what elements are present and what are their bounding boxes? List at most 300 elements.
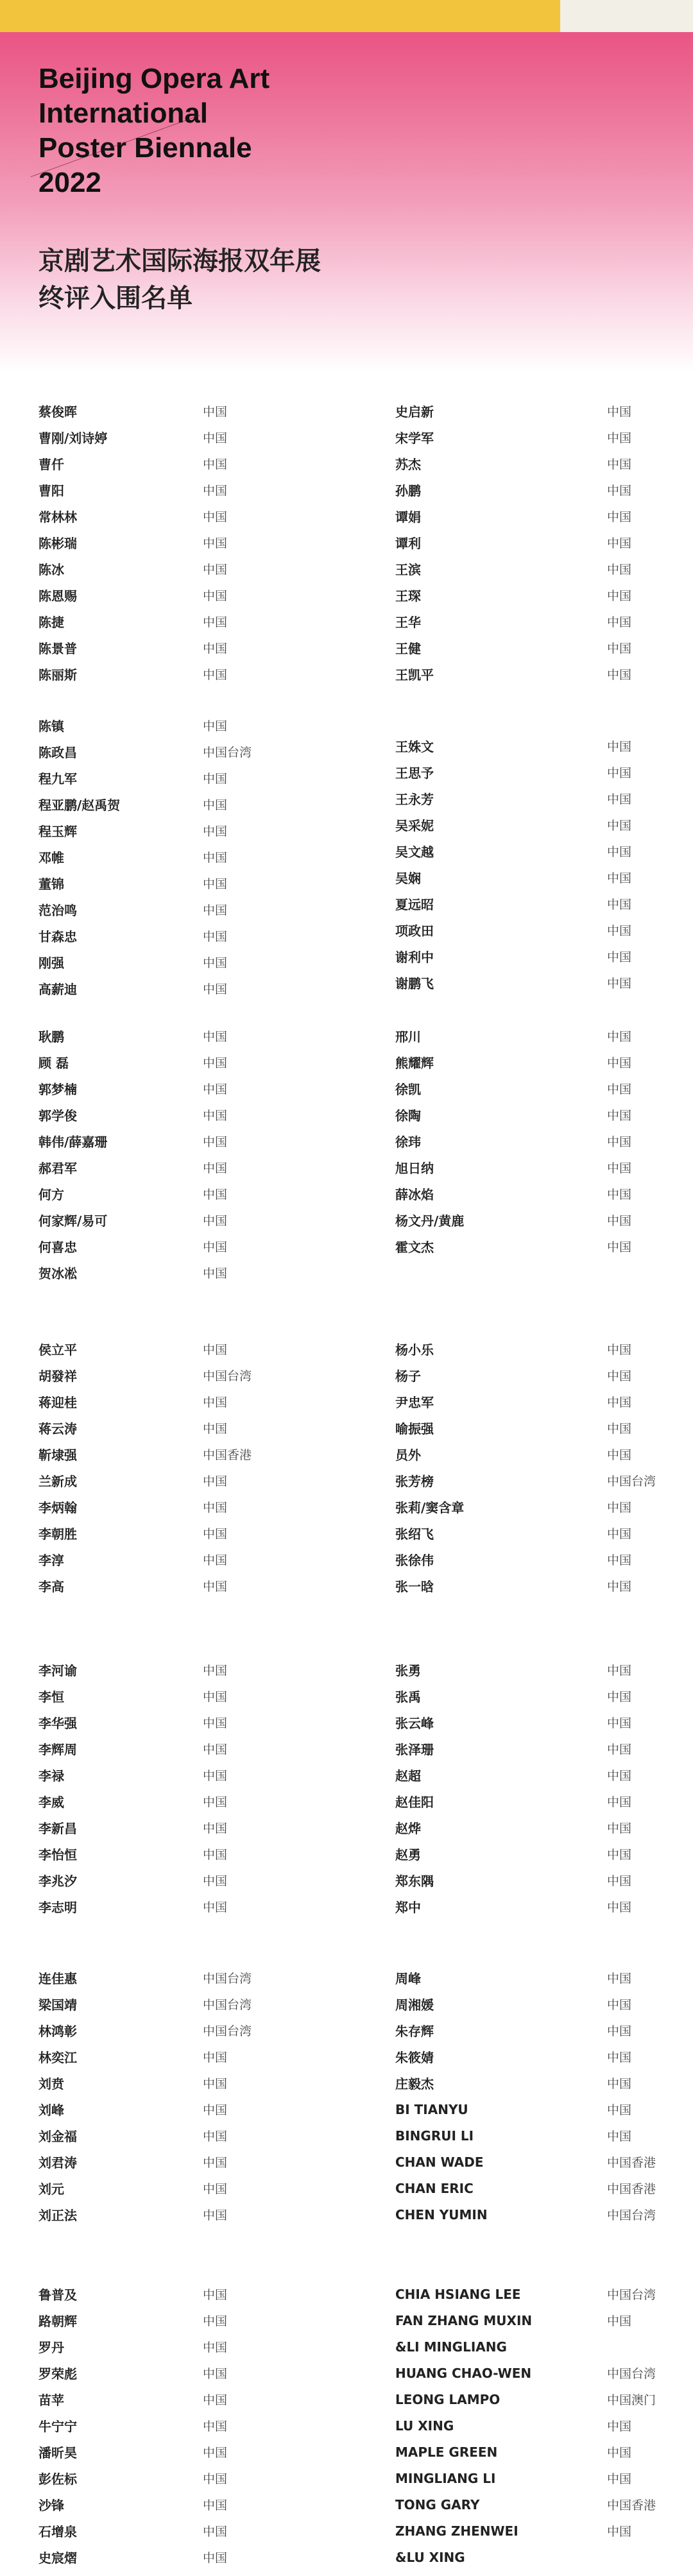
finalist-region: 中国 bbox=[607, 2103, 632, 2117]
finalist-region: 中国 bbox=[203, 642, 228, 656]
finalist-name: 罗丹 bbox=[38, 2340, 64, 2355]
finalist-region: 中国 bbox=[607, 1527, 632, 1541]
finalist-entry bbox=[38, 1991, 346, 2017]
finalist-entry bbox=[38, 1736, 346, 1762]
finalist-entry bbox=[395, 1841, 693, 1867]
finalist-region: 中国 bbox=[607, 819, 632, 833]
finalist-region: 中国 bbox=[203, 2129, 228, 2144]
finalist-entry bbox=[38, 2017, 346, 2043]
finalist-region: 中国 bbox=[203, 2472, 228, 2486]
finalist-entry bbox=[395, 2465, 693, 2491]
finalist-name: 张禹 bbox=[395, 1689, 421, 1705]
finalist-name: LU XING bbox=[395, 2418, 454, 2434]
finalist-region: 中国香港 bbox=[607, 2156, 656, 2170]
finalist-entry bbox=[38, 791, 346, 817]
finalist-region: 中国 bbox=[607, 536, 632, 550]
finalist-region: 中国 bbox=[607, 2419, 632, 2434]
finalist-group-left bbox=[38, 1965, 346, 2228]
finalist-entry bbox=[38, 949, 346, 975]
finalist-region: 中国 bbox=[607, 563, 632, 577]
finalist-region: 中国 bbox=[203, 536, 228, 550]
finalist-entry bbox=[395, 450, 693, 477]
finalist-entry bbox=[38, 2043, 346, 2070]
finalist-region: 中国 bbox=[607, 2129, 632, 2144]
finalist-entry bbox=[395, 1049, 693, 1075]
finalist-name: 鲁普及 bbox=[38, 2287, 77, 2303]
finalist-name: 宋学军 bbox=[395, 431, 434, 446]
finalist-region: 中国 bbox=[607, 845, 632, 859]
finalist-region: 中国 bbox=[607, 792, 632, 806]
finalist-name: 李禄 bbox=[38, 1768, 64, 1784]
finalist-entry bbox=[38, 765, 346, 791]
finalist-name: 彭佐标 bbox=[38, 2471, 77, 2487]
english-title-line: Beijing Opera Art bbox=[38, 63, 270, 94]
finalist-entry bbox=[395, 864, 693, 891]
finalist-entry bbox=[38, 712, 346, 738]
finalist-entry bbox=[38, 975, 346, 1002]
english-title bbox=[38, 62, 424, 200]
finalist-name: 喻振强 bbox=[395, 1421, 434, 1437]
finalist-entry bbox=[395, 2518, 693, 2544]
finalist-name: 陈恩赐 bbox=[38, 588, 77, 604]
finalist-entry bbox=[395, 1494, 693, 1520]
finalist-name: 李炳翰 bbox=[38, 1500, 77, 1515]
finalist-name: 刘正法 bbox=[38, 2208, 77, 2223]
finalist-name: 王健 bbox=[395, 641, 421, 656]
finalist-entry bbox=[38, 1388, 346, 1415]
finalist-name: 徐陶 bbox=[395, 1108, 421, 1123]
finalist-region: 中国 bbox=[607, 2051, 632, 2065]
finalist-region: 中国台湾 bbox=[607, 2208, 656, 2222]
finalist-name: 邓帷 bbox=[38, 850, 64, 866]
finalist-entry bbox=[395, 1441, 693, 1467]
finalist-entry bbox=[395, 2043, 693, 2070]
finalist-region: 中国 bbox=[203, 1553, 228, 1567]
finalist-region: 中国 bbox=[203, 1082, 228, 1096]
finalist-name: 熊耀辉 bbox=[395, 1055, 434, 1071]
header-gradient bbox=[0, 0, 693, 372]
finalist-entry bbox=[395, 1657, 693, 1683]
finalist-name: BINGRUI LI bbox=[395, 2128, 474, 2144]
finalist-entry bbox=[395, 2201, 693, 2228]
finalist-entry bbox=[395, 1023, 693, 1049]
finalist-entry bbox=[38, 608, 346, 635]
finalist-entry bbox=[395, 733, 693, 759]
finalist-name: 程玉辉 bbox=[38, 824, 77, 839]
finalist-entry bbox=[395, 2122, 693, 2149]
chinese-title-line: 终评入围名单 bbox=[38, 283, 193, 313]
top-bar-yellow bbox=[0, 0, 560, 32]
finalist-region: 中国 bbox=[203, 1664, 228, 1678]
finalist-region: 中国 bbox=[203, 1474, 228, 1488]
finalist-name: 夏远昭 bbox=[395, 897, 434, 912]
finalist-entry bbox=[38, 2360, 346, 2386]
finalist-name: 陈丽斯 bbox=[38, 667, 77, 683]
finalist-region: 中国 bbox=[203, 982, 228, 996]
finalist-region: 中国 bbox=[607, 1580, 632, 1594]
finalist-entry bbox=[38, 1102, 346, 1128]
finalist-region: 中国 bbox=[607, 1082, 632, 1096]
finalist-entry bbox=[395, 2149, 693, 2175]
finalist-entry bbox=[395, 424, 693, 450]
finalist-name: LEONG LAMPO bbox=[395, 2391, 501, 2407]
finalist-name: 张一晗 bbox=[395, 1579, 434, 1594]
finalist-name: 程亚鹏/赵禹贺 bbox=[38, 798, 121, 813]
finalist-name: 王思予 bbox=[395, 765, 434, 781]
finalist-name: 李威 bbox=[38, 1795, 64, 1810]
finalist-name: 刘君涛 bbox=[38, 2155, 77, 2171]
finalist-name: 张芳榜 bbox=[395, 1474, 434, 1489]
finalist-region: 中国 bbox=[203, 2156, 228, 2170]
finalist-entry bbox=[395, 943, 693, 969]
finalist-name: 连佳惠 bbox=[38, 1971, 77, 1986]
finalist-region: 中国澳门 bbox=[607, 2393, 656, 2407]
finalist-group-right bbox=[395, 733, 693, 996]
finalist-entry bbox=[395, 1207, 693, 1233]
finalist-name: 何家辉/易可 bbox=[38, 1213, 108, 1229]
finalist-region: 中国 bbox=[607, 740, 632, 754]
finalist-entry bbox=[38, 2149, 346, 2175]
finalist-name: 郝君军 bbox=[38, 1161, 77, 1176]
finalist-entry bbox=[38, 1867, 346, 1893]
finalist-entry bbox=[38, 896, 346, 923]
finalist-region: 中国 bbox=[203, 2314, 228, 2328]
finalist-name: 刘金福 bbox=[38, 2129, 77, 2144]
finalist-region: 中国 bbox=[203, 1422, 228, 1436]
finalist-name: 杨小乐 bbox=[395, 1342, 434, 1358]
finalist-group-right bbox=[395, 1336, 693, 1599]
finalist-name: 谢鹏飞 bbox=[395, 976, 434, 991]
finalist-region: 中国 bbox=[203, 431, 228, 445]
finalist-region: 中国 bbox=[607, 766, 632, 780]
finalist-name: 赵佳阳 bbox=[395, 1795, 434, 1810]
finalist-entry bbox=[38, 1362, 346, 1388]
finalist-entry bbox=[38, 1573, 346, 1599]
finalist-name: 张云峰 bbox=[395, 1716, 434, 1731]
finalist-entry bbox=[38, 1128, 346, 1154]
finalist-name: 石增泉 bbox=[38, 2524, 77, 2539]
finalist-entry bbox=[38, 424, 346, 450]
finalist-region: 中国台湾 bbox=[203, 1972, 252, 1986]
finalist-region: 中国 bbox=[607, 1214, 632, 1228]
finalist-region: 中国 bbox=[607, 1821, 632, 1836]
finalist-name: 侯立平 bbox=[38, 1342, 77, 1358]
finalist-name: MAPLE GREEN bbox=[395, 2444, 498, 2460]
finalist-region: 中国 bbox=[607, 589, 632, 603]
finalist-name: 曹阳 bbox=[38, 483, 64, 499]
finalist-entry bbox=[38, 1336, 346, 1362]
finalist-entry bbox=[395, 1683, 693, 1709]
finalist-entry bbox=[38, 2070, 346, 2096]
finalist-name: 王姝文 bbox=[395, 739, 434, 755]
finalist-region: 中国香港 bbox=[607, 2498, 656, 2512]
finalist-name: BI TIANYU bbox=[395, 2101, 468, 2117]
finalist-region: 中国 bbox=[607, 1030, 632, 1044]
finalist-entry bbox=[38, 503, 346, 529]
finalist-name: TONG GARY bbox=[395, 2496, 480, 2512]
finalist-region: 中国 bbox=[203, 1267, 228, 1281]
finalist-name: CHAN WADE bbox=[395, 2154, 484, 2170]
finalist-entry bbox=[38, 1207, 346, 1233]
finalist-entry bbox=[38, 1893, 346, 1920]
finalist-region: 中国香港 bbox=[203, 1448, 252, 1462]
finalist-region: 中国 bbox=[607, 1109, 632, 1123]
finalist-name: 何喜忠 bbox=[38, 1240, 77, 1255]
finalist-name: 陈景普 bbox=[38, 641, 77, 656]
finalist-name: 郭学俊 bbox=[38, 1108, 77, 1123]
finalist-region: 中国 bbox=[607, 1848, 632, 1862]
finalist-entry bbox=[38, 2307, 346, 2333]
finalist-group-left bbox=[38, 1023, 346, 1286]
finalist-name: 兰新成 bbox=[38, 1474, 77, 1489]
english-title-line: 2022 bbox=[38, 167, 101, 198]
finalist-region: 中国 bbox=[607, 1240, 632, 1254]
finalist-entry bbox=[38, 635, 346, 661]
chinese-title-line: 京剧艺术国际海报双年展 bbox=[38, 246, 321, 276]
finalist-entry bbox=[38, 2333, 346, 2360]
finalist-entry bbox=[395, 759, 693, 785]
finalist-name: 史宸熠 bbox=[38, 2550, 77, 2566]
finalist-name: 李辉周 bbox=[38, 1742, 77, 1757]
finalist-name: 吴采妮 bbox=[395, 818, 434, 833]
finalist-region: 中国 bbox=[203, 405, 228, 419]
finalist-entry bbox=[395, 969, 693, 996]
finalist-region: 中国 bbox=[607, 1664, 632, 1678]
finalist-name: 张徐伟 bbox=[395, 1553, 434, 1568]
finalist-region: 中国 bbox=[203, 2288, 228, 2302]
finalist-region: 中国 bbox=[203, 1874, 228, 1888]
finalist-region: 中国台湾 bbox=[607, 2367, 656, 2381]
finalist-region: 中国 bbox=[203, 1501, 228, 1515]
finalist-region: 中国 bbox=[203, 824, 228, 839]
finalist-region: 中国 bbox=[607, 457, 632, 472]
finalist-name: 张泽珊 bbox=[395, 1742, 434, 1757]
finalist-group-left bbox=[38, 2281, 346, 2570]
finalist-region: 中国 bbox=[203, 1821, 228, 1836]
finalist-region: 中国 bbox=[607, 1369, 632, 1383]
finalist-entry bbox=[38, 1546, 346, 1573]
finalist-entry bbox=[38, 2281, 346, 2307]
finalist-region: 中国 bbox=[203, 457, 228, 472]
finalist-entry bbox=[395, 1867, 693, 1893]
finalist-group-left bbox=[38, 1657, 346, 1920]
finalist-region: 中国 bbox=[607, 615, 632, 629]
finalist-region: 中国 bbox=[203, 1848, 228, 1862]
finalist-entry bbox=[395, 1336, 693, 1362]
finalist-entry bbox=[395, 398, 693, 424]
finalist-region: 中国 bbox=[607, 1874, 632, 1888]
finalist-name: 周峰 bbox=[395, 1971, 421, 1986]
finalist-entry bbox=[395, 1233, 693, 1259]
finalist-region: 中国 bbox=[203, 2051, 228, 2065]
finalist-entry bbox=[395, 1991, 693, 2017]
finalist-group-right bbox=[395, 1657, 693, 1920]
finalist-entry bbox=[38, 1657, 346, 1683]
finalist-entry bbox=[395, 503, 693, 529]
finalist-entry bbox=[395, 2360, 693, 2386]
finalist-name: 赵勇 bbox=[395, 1847, 421, 1863]
finalist-region: 中国 bbox=[607, 2077, 632, 2091]
finalist-name: 程九军 bbox=[38, 771, 77, 787]
finalist-region: 中国 bbox=[203, 2077, 228, 2091]
finalist-name: 张勇 bbox=[395, 1663, 421, 1678]
finalist-name: 陈镇 bbox=[38, 719, 64, 734]
finalist-name: 陈彬瑞 bbox=[38, 536, 77, 551]
finalist-entry bbox=[38, 1023, 346, 1049]
finalist-entry bbox=[395, 2307, 693, 2333]
finalist-entry bbox=[38, 1841, 346, 1867]
finalist-name: 韩伟/薛嘉珊 bbox=[38, 1134, 108, 1150]
finalist-name: 朱筱婧 bbox=[395, 2050, 434, 2065]
finalist-name: CHAN ERIC bbox=[395, 2180, 474, 2196]
finalist-entry bbox=[395, 1965, 693, 1991]
finalist-name: 李兆汐 bbox=[38, 1873, 77, 1889]
finalist-entry bbox=[38, 1788, 346, 1814]
finalist-entry bbox=[38, 556, 346, 582]
finalist-entry bbox=[38, 582, 346, 608]
finalist-region: 中国 bbox=[203, 1343, 228, 1357]
finalist-region: 中国 bbox=[607, 1501, 632, 1515]
finalist-region: 中国 bbox=[203, 2367, 228, 2381]
finalist-entry bbox=[395, 1415, 693, 1441]
finalist-name: 霍文杰 bbox=[395, 1240, 434, 1255]
finalist-region: 中国 bbox=[607, 1448, 632, 1462]
finalist-region: 中国 bbox=[203, 956, 228, 970]
finalist-entry bbox=[395, 2070, 693, 2096]
finalist-region: 中国 bbox=[203, 1690, 228, 1704]
finalist-entry bbox=[38, 2122, 346, 2149]
finalist-name: 杨文丹/黄鹿 bbox=[395, 1213, 465, 1229]
finalist-entry bbox=[38, 1154, 346, 1181]
finalist-name: &LU XING bbox=[395, 2549, 465, 2565]
finalist-region: 中国 bbox=[203, 484, 228, 498]
finalist-region: 中国 bbox=[607, 1690, 632, 1704]
finalist-region: 中国 bbox=[607, 898, 632, 912]
finalist-name: 项政田 bbox=[395, 923, 434, 939]
finalist-name: 梁国靖 bbox=[38, 1997, 77, 2013]
finalist-name: 路朝辉 bbox=[38, 2314, 77, 2329]
finalist-region: 中国香港 bbox=[607, 2182, 656, 2196]
finalist-name: 王滨 bbox=[395, 562, 421, 577]
finalist-entry bbox=[395, 477, 693, 503]
finalist-name: 曹刚/刘诗婷 bbox=[38, 431, 108, 446]
finalist-name: 何方 bbox=[38, 1187, 64, 1202]
finalist-entry bbox=[395, 2281, 693, 2307]
finalist-region: 中国 bbox=[607, 2314, 632, 2328]
finalist-name: 刘元 bbox=[38, 2181, 64, 2197]
finalist-region: 中国 bbox=[607, 2446, 632, 2460]
finalist-entry bbox=[38, 738, 346, 765]
finalist-name: 王华 bbox=[395, 615, 421, 630]
finalist-entry bbox=[395, 1893, 693, 1920]
finalist-entry bbox=[395, 2439, 693, 2465]
english-title-line: Poster Biennale bbox=[38, 132, 252, 164]
top-color-bar bbox=[0, 0, 693, 32]
finalist-region: 中国 bbox=[607, 1743, 632, 1757]
finalist-region: 中国 bbox=[607, 924, 632, 938]
finalist-name: 王凯平 bbox=[395, 667, 434, 683]
finalist-entry bbox=[395, 1520, 693, 1546]
finalist-entry bbox=[395, 2175, 693, 2201]
finalist-entry bbox=[395, 891, 693, 917]
finalist-region: 中国 bbox=[203, 668, 228, 682]
finalist-region: 中国 bbox=[203, 798, 228, 812]
finalist-name: ZHANG ZHENWEI bbox=[395, 2523, 518, 2539]
finalist-region: 中国 bbox=[203, 2103, 228, 2117]
finalist-name: 沙锋 bbox=[38, 2498, 64, 2513]
finalist-entry bbox=[38, 2439, 346, 2465]
finalist-name: 范治鸣 bbox=[38, 903, 77, 918]
finalist-entry bbox=[38, 844, 346, 870]
finalist-entry bbox=[38, 2412, 346, 2439]
finalist-entry bbox=[38, 1181, 346, 1207]
finalist-region: 中国 bbox=[203, 1395, 228, 1410]
finalist-entry bbox=[38, 1814, 346, 1841]
finalist-entry bbox=[395, 838, 693, 864]
finalist-entry bbox=[38, 1709, 346, 1736]
finalist-region: 中国 bbox=[203, 1161, 228, 1175]
finalist-region: 中国 bbox=[607, 1056, 632, 1070]
finalist-region: 中国 bbox=[607, 405, 632, 419]
finalist-name: 罗荣彪 bbox=[38, 2366, 77, 2382]
finalist-name: 郑中 bbox=[395, 1900, 421, 1915]
finalist-region: 中国 bbox=[607, 431, 632, 445]
finalist-entry bbox=[395, 1388, 693, 1415]
finalist-name: 王永芳 bbox=[395, 792, 434, 807]
finalist-entry bbox=[395, 1128, 693, 1154]
finalist-entry bbox=[395, 2544, 693, 2570]
finalist-entry bbox=[38, 1415, 346, 1441]
finalist-entry bbox=[38, 1762, 346, 1788]
finalist-region: 中国 bbox=[607, 1553, 632, 1567]
finalist-name: 贺冰凇 bbox=[38, 1266, 77, 1281]
finalist-entry bbox=[38, 1965, 346, 1991]
finalist-region: 中国 bbox=[203, 851, 228, 865]
finalist-entry bbox=[38, 870, 346, 896]
finalist-name: 刚强 bbox=[38, 955, 64, 971]
finalist-name: 刘贲 bbox=[38, 2076, 64, 2092]
finalist-region: 中国 bbox=[607, 1769, 632, 1783]
finalist-region: 中国 bbox=[203, 1527, 228, 1541]
finalist-entry bbox=[38, 2544, 346, 2570]
finalist-entry bbox=[38, 1494, 346, 1520]
finalist-entry bbox=[395, 812, 693, 838]
finalist-name: 薛冰焰 bbox=[395, 1187, 434, 1202]
finalist-name: 李怡恒 bbox=[38, 1847, 77, 1863]
finalist-name: 李淳 bbox=[38, 1553, 64, 1568]
finalist-region: 中国 bbox=[607, 1395, 632, 1410]
finalist-region: 中国 bbox=[607, 1188, 632, 1202]
finalist-region: 中国 bbox=[203, 1240, 228, 1254]
finalist-entry bbox=[38, 2518, 346, 2544]
finalist-region: 中国 bbox=[607, 1998, 632, 2012]
finalist-region: 中国 bbox=[607, 977, 632, 991]
finalist-entry bbox=[38, 1520, 346, 1546]
finalist-entry bbox=[395, 1814, 693, 1841]
finalist-name: 朱存辉 bbox=[395, 2024, 434, 2039]
finalist-group-left bbox=[38, 712, 346, 1002]
finalist-name: 顾 磊 bbox=[38, 1055, 69, 1071]
finalist-name: 苏杰 bbox=[395, 457, 421, 472]
finalist-entry bbox=[38, 529, 346, 556]
finalist-name: 陈冰 bbox=[38, 562, 64, 577]
finalist-region: 中国 bbox=[607, 668, 632, 682]
finalist-name: CHIA HSIANG LEE bbox=[395, 2286, 521, 2302]
finalist-region: 中国 bbox=[203, 772, 228, 786]
finalist-name: 胡發祥 bbox=[38, 1369, 77, 1384]
finalist-entry bbox=[395, 1573, 693, 1599]
finalist-region: 中国台湾 bbox=[203, 1998, 252, 2012]
